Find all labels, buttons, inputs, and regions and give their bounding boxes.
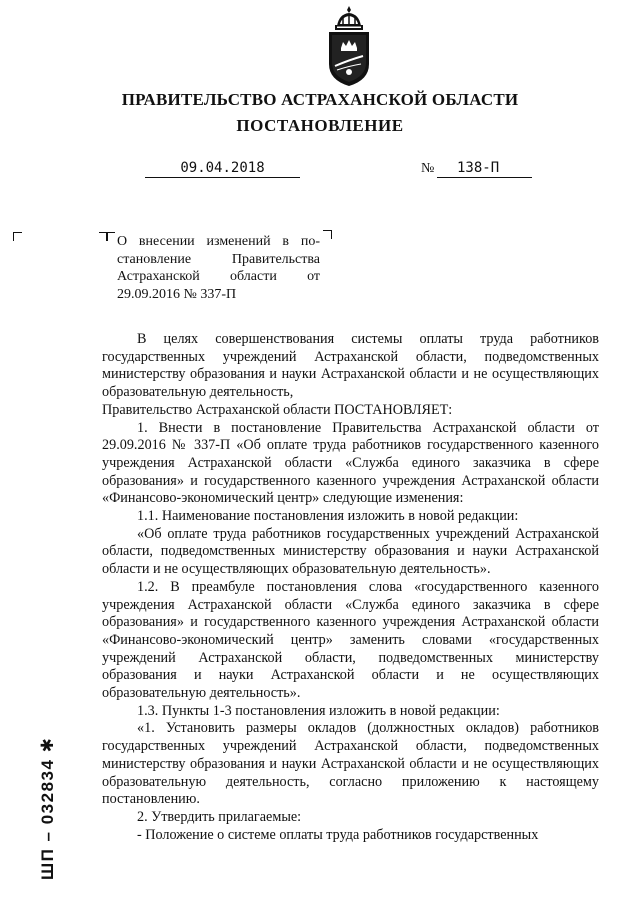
organization-title: ПРАВИТЕЛЬСТВО АСТРАХАНСКОЙ ОБЛАСТИ	[121, 90, 519, 109]
subject-line: О внесении изменений в по-	[117, 234, 320, 249]
preamble-paragraph: В целях совершенствования системы оплаты труда работников государственных учреждений Астраханской области, подведомственных министерству образования и науки Астраханской области и не осуществляющих образовательную деятельность,	[102, 331, 599, 401]
paragraph-item-1-1: 1.1. Наименование постановления изложить в новой редакции:	[137, 508, 519, 525]
paragraph-item-1-3: 1.3. Пункты 1-3 постановления изложить в новой редакции:	[137, 702, 500, 719]
quoted-item-2: 2. Утвердить прилагаемые:	[137, 808, 302, 825]
document-subject	[117, 233, 320, 303]
serial-number-stamp: ШП – 032834 ✱	[38, 736, 57, 880]
subject-line: Астраханской области от	[117, 269, 320, 284]
document-date: 09.04.2018	[145, 160, 300, 178]
document-body	[102, 331, 599, 844]
corner-mark-left	[13, 232, 22, 241]
number-sign: №	[421, 161, 435, 176]
corner-mark-subject-end	[323, 230, 332, 239]
document-type-title: ПОСТАНОВЛЕНИЕ	[236, 116, 404, 135]
paragraph-item-1-2: 1.2. В преамбуле постановления слова «государственного казенного учреждения Астраханской области «Служба единого заказчика в сфере образования» и государственного казенного учреждения Астраханской области «Финансово-экономический центр» заменить словами «государственных учреждений Астраханской области, подведомственных министерству образования и науки Астраханской области и не осуществляющих образовательную деятельность».	[102, 578, 599, 702]
subject-line: становление Правительства	[117, 251, 320, 267]
document-number: 138-П	[437, 160, 532, 178]
list-item-regulation: - Положение о системе оплаты труда работников государственных	[137, 826, 539, 843]
quoted-new-title: «Об оплате труда работников государственных учреждений Астраханской области, подведомственных министерству образования и науки Астраханской области и не осуществляющих образовательную деятельность».	[102, 525, 599, 578]
paragraph-item-1: 1. Внести в постановление Правительства Астраханской области от 29.09.2016 № 337-П «Об оплате труда работников государственного казенного учреждения Астраханской области «Служба единого заказчика в сфере образования» и государственного казенного учреждения Астраханской области «Финансово-экономический центр» следующие изменения:	[102, 419, 599, 507]
corner-mark-subject-left	[106, 232, 115, 241]
quoted-item-1: «1. Установить размеры окладов (должностных окладов) работников государственных учреждений Астраханской области, подведомственных министерству образования и науки Астраханской области и не осуществляющих образовательную деятельность, согласно приложению к настоящему постановлению.	[102, 720, 599, 808]
subject-line: 29.09.2016 № 337-П	[117, 286, 237, 302]
resolution-clause: Правительство Астраханской области ПОСТАНОВЛЯЕТ:	[102, 401, 453, 418]
coat-of-arms-emblem	[323, 4, 375, 88]
